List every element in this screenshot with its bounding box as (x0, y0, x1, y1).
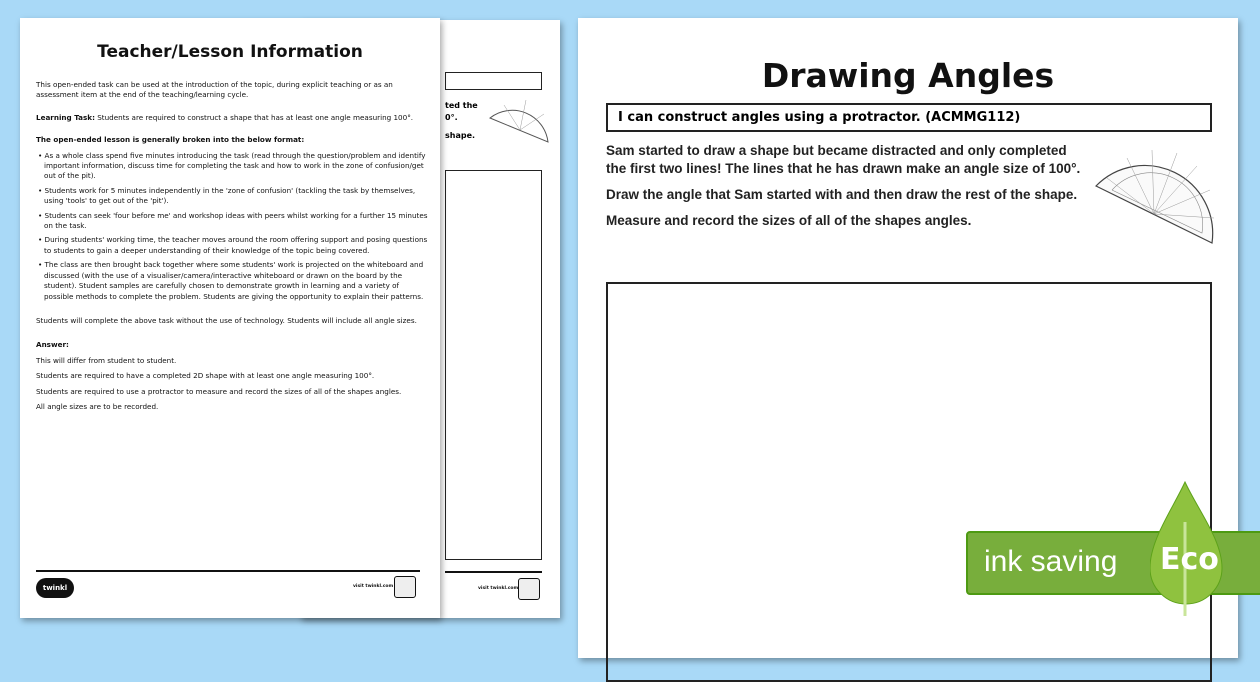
peek-line: shape. (445, 131, 476, 140)
learning-task-label: Learning Task: (36, 112, 95, 122)
answer-line: This will differ from student to student. (36, 355, 177, 365)
peek-line: ted the (445, 101, 478, 110)
task-instruction: Measure and record the sizes of all of the shapes angles. (606, 213, 972, 228)
learning-task-text: Students are required to construct a shape that has at least one angle measuring 100°. (94, 112, 414, 122)
learning-task (36, 113, 428, 123)
eco-label: Eco (1160, 542, 1219, 577)
list-item: • The class are then brought back together where some students' work is projected on the whiteboard and discussed (with the use of a visualiser/camera/interactive whiteboard or drawn on the board by the student). Student samples are carefully chosen to demonstrate growth in learning and a variety of possible methods to complete the problem. Students are giving the opportunity to explain their patterns. (44, 260, 428, 302)
footer-divider (445, 571, 542, 573)
list-item: • As a whole class spend five minutes introducing the task (read through the question/problem and identify important information, discuss time for completing the task and how to work in the zone of confusion/get out of the pit). (44, 151, 428, 182)
answer-heading: Answer: (36, 340, 69, 350)
quality-stamp-icon (518, 578, 540, 600)
protractor-icon (1092, 138, 1218, 248)
answer-line: All angle sizes are to be recorded. (36, 401, 159, 411)
quality-stamp-icon (394, 576, 416, 598)
page-title: Teacher/Lesson Information (97, 42, 363, 62)
learning-objective: I can construct angles using a protractor. (ACMMG112) (606, 103, 1212, 132)
task-paragraph: Sam started to draw a shape but became distracted and only completed the first two lines! The lines that he has drawn make an angle size of 100°. (606, 143, 1081, 176)
drawing-box (445, 170, 542, 560)
worksheet-title: Drawing Angles (761, 56, 1055, 95)
visit-link[interactable]: visit twinkl.com (478, 586, 519, 591)
footer-divider (36, 570, 420, 572)
format-heading: The open-ended lesson is generally broken into the below format: (36, 135, 305, 145)
answer-line: Students are required to use a protractor to measure and record the sizes of all of the shapes angles. (36, 386, 402, 396)
note-text: Students will complete the above task without the use of technology. Students will include all angle sizes. (36, 315, 417, 325)
intro-text: This open-ended task can be used at the introduction of the topic, during explicit teaching or as an assessment item at the end of the teaching/learning cycle. (36, 80, 393, 100)
teacher-info-page (20, 18, 440, 618)
list-item: • Students can seek 'four before me' and workshop ideas with peers whilst working for a further 15 minutes on the task. (44, 211, 428, 232)
task-instruction: Draw the angle that Sam started with and then draw the rest of the shape. (606, 187, 1078, 202)
peek-line: 0°. (445, 113, 458, 122)
objective-box (445, 72, 542, 90)
protractor-icon (486, 92, 556, 148)
lesson-body (36, 80, 428, 417)
visit-link[interactable]: visit twinkl.com (353, 584, 394, 589)
list-item: • During students' working time, the teacher moves around the room offering support and posing questions to students to gain a deeper understanding of their knowledge of the topic being covered. (44, 235, 428, 256)
answer-line: Students are required to have a completed 2D shape with at least one angle measuring 100°. (36, 371, 375, 381)
twinkl-logo: twinkl (36, 578, 74, 598)
ink-saving-label: ink saving (984, 545, 1118, 578)
peek-text (445, 100, 478, 142)
format-list (36, 151, 428, 302)
drawing-area[interactable] (606, 282, 1212, 682)
list-item: • Students work for 5 minutes independently in the 'zone of confusion' (tackling the task by themselves, using 'tools' to get out of the 'pit'). (44, 186, 428, 207)
